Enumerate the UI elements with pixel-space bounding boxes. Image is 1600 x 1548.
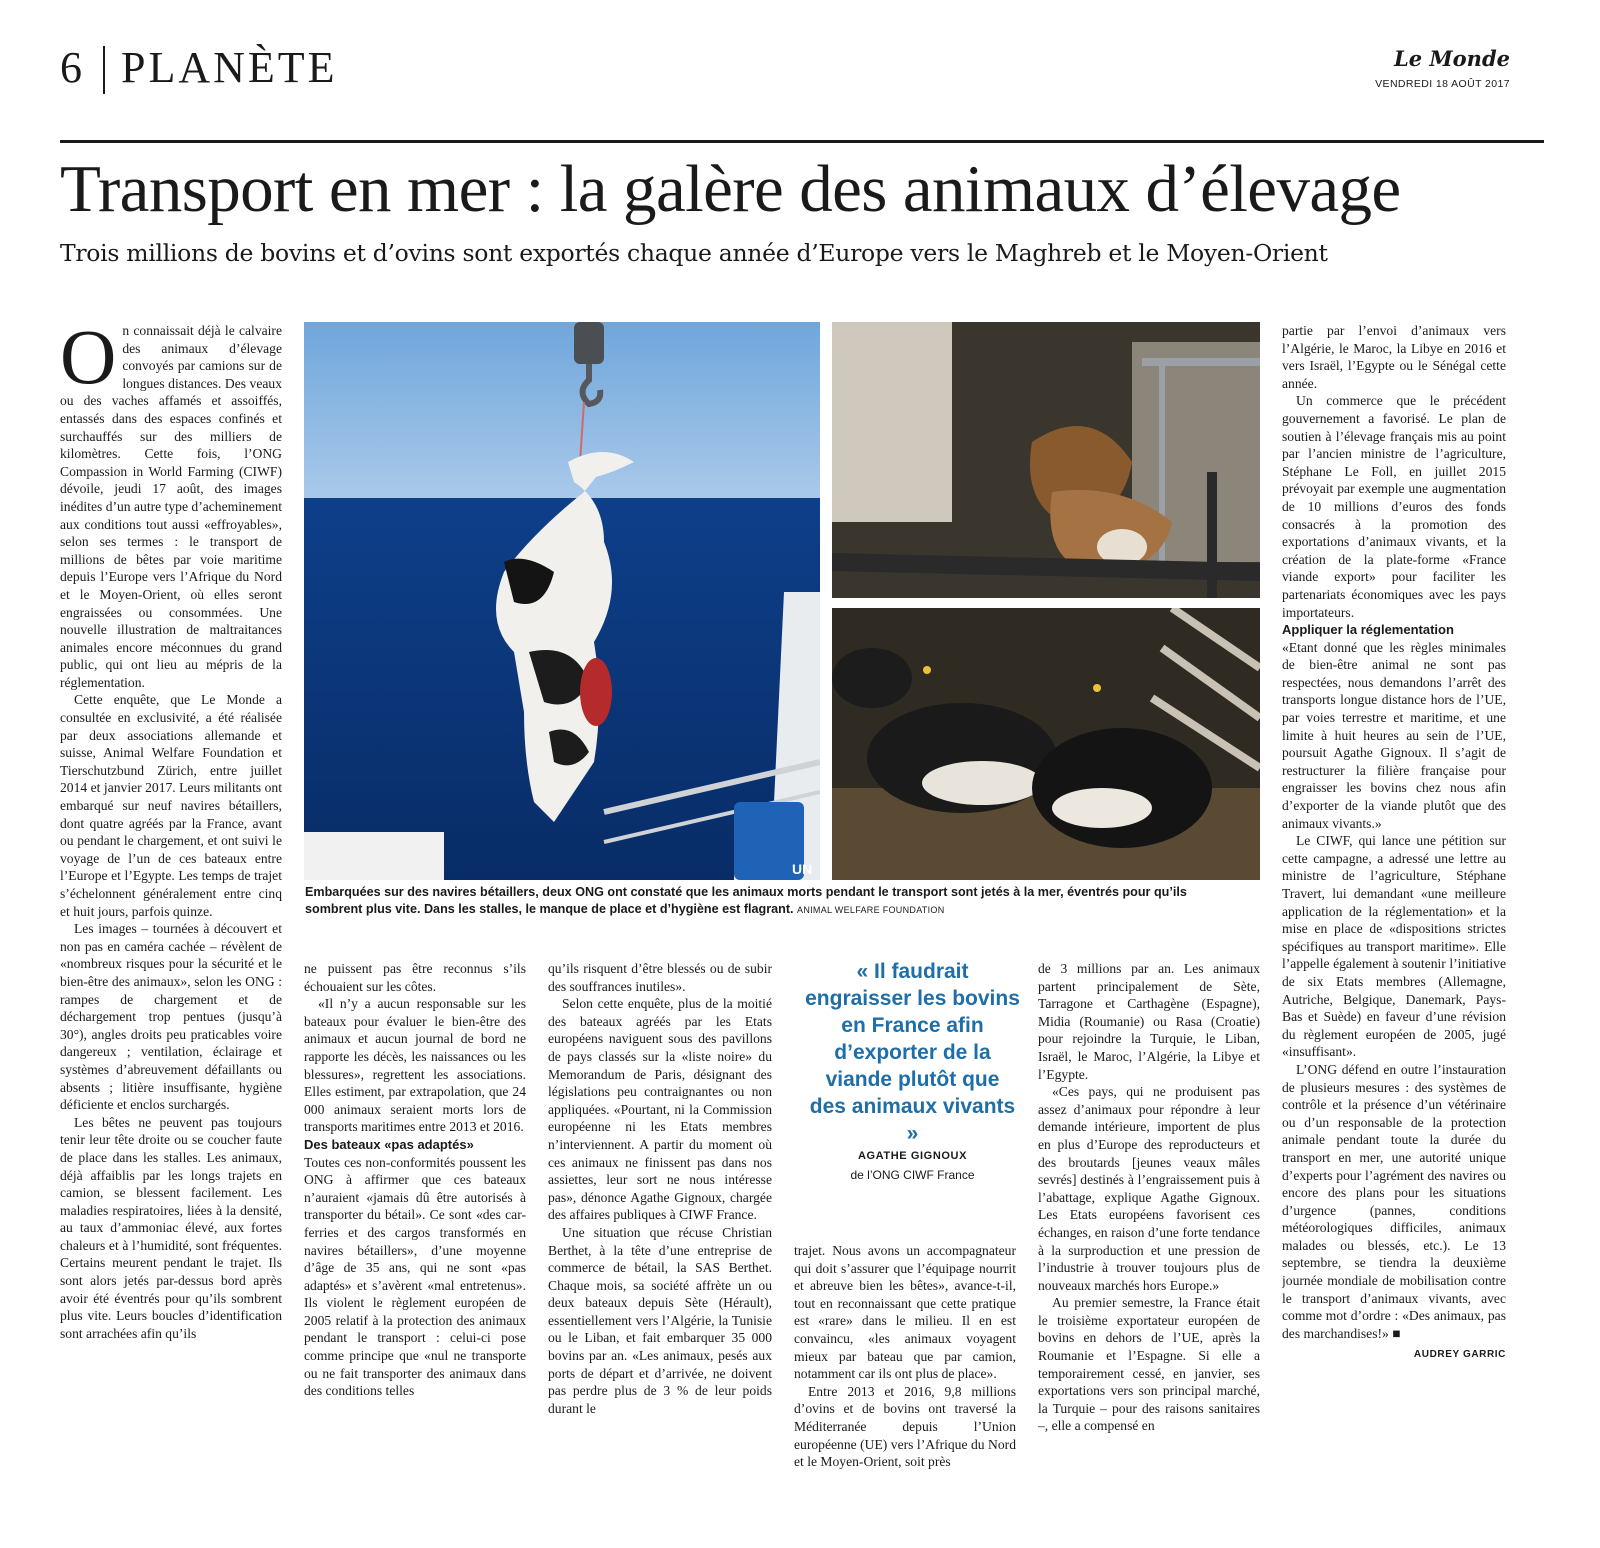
paragraph: n connaissait déjà le calvaire des animaux d’élevage convoyés par camions sur de longues distances. Des veaux ou des vaches affamés et assoiffés, entassés dans des espaces confinés et surchauffés sur des milliers de kilomètres. Cette fois, l’ONG Compassion in World Farming (CIWF) dévoile, jeudi 17 août, des images inédites d’un autre type d’acheminement aux conditions tout aussi «effroyables», selon ses termes : le transport de millions de bêtes par voie maritime depuis l’Europe vers l’Afrique du Nord et le Moyen-Orient, où elles seront engraissées ou consommées. Une nouvelle illustration de maltraitances animales encore méconnues du grand public, qui ont lieu au mépris de la réglementation. [60, 323, 282, 690]
pull-quote: « Il faudrait engraisser les bovins en France afin d’exporter de la viande plutôt que des animaux vivants » [805, 960, 1020, 1145]
top-rule [60, 140, 1544, 143]
paragraph: Selon cette enquête, plus de la moitié des bateaux agréés par les Etats européens naviguent sous des pavillons de pays classés sur la «liste noire» du Memorandum de Paris, désignant des législations peu contraignantes ou non appliquées. «Pourtant, ni la Commission européenne ni les Etats membres n’interviennent. A partir du moment où ces animaux ne finissent pas dans nos assiettes, leur sort ne nous intéresse pas», dénonce Agathe Gignoux, chargée des affaires publiques à CIWF France. [548, 996, 772, 1223]
section-name: PLANÈTE [121, 43, 338, 92]
article-column-3 [548, 960, 772, 1494]
photo-credit: ANIMAL WELFARE FOUNDATION [797, 905, 945, 915]
paragraph: Le CIWF, qui lance une pétition sur cette campagne, a adressé une lettre au ministre de l’agriculture, Stéphane Travert, lui demandant «une meilleure application de la réglementation» et la mise en place de «dispositions strictes spécifiques au transport maritime». Elle l’appelle également à soutenir l’initiative de six Etats membres (Allemagne, Autriche, Belgique, Danemark, Pays-Bas et Suède) en faveur d’une révision du règlement européen de 2005, jugé «insuffisant». [1282, 833, 1506, 1060]
article-column-1 [60, 322, 282, 1494]
paragraph: partie par l’envoi d’animaux vers l’Algérie, le Maroc, la Libye en 2016 et vers Israël, l’Egypte ou le Sénégal cette année. [1282, 323, 1506, 391]
paragraph: «Ces pays, qui ne produisent pas assez d’animaux pour répondre à leur demande intérieure, importent de plus en plus d’Europe des reproducteurs et des broutards [jeunes veaux mâles sevrés] destinés à l’engraissement puis à l’abattage, explique Agathe Gignoux. Les Etats européens favorisent ces échanges, en raison d’une forte tendance à la surproduction et une pression de l’industrie à trouver toujours plus de nouveaux marchés hors Europe.» [1038, 1084, 1260, 1293]
paragraph: Les images – tournées à découvert et non pas en caméra cachée – révèlent de «nombreux risques pour la sécurité et le bien-être des animaux», selon les ONG : rampes de chargement et de déchargement trop pentues (jusqu’à 30°), angles droits peu praticables voire dangereux ; ventilation, éclairage et systèmes d’abreuvement défaillants ou absents ; litière insuffisante, hygiène déficiente et enclos surchargés. [60, 921, 282, 1113]
paragraph: Cette enquête, que Le Monde a consultée en exclusivité, a été réalisée par deux associations allemande et suisse, Animal Welfare Foundation et Tierschutzbund Zürich, entre juillet 2014 et janvier 2017. Leurs militants ont embarqué sur neuf navires bétaillers, dont quatre agréés par la France, avant ou pendant le chargement, et ont suivi le voyage de l’un de ces bateaux entre l’Europe et l’Egypte. Les temps de trajet s’échelonnent généralement entre cinq et huit jours, parfois quinze. [60, 692, 282, 919]
author-byline: AUDREY GARRIC [1413, 1349, 1506, 1361]
paragraph: Les bêtes ne peuvent pas toujours tenir leur tête droite ou se coucher faute de place dans les stalles. Les animaux, déjà affaiblis par les longs trajets en camion, se blessent facilement. Les maladies respiratoires, liées à la densité, au taux d’ammoniac élevé, aux fortes chaleurs et à l’humidité, sont fréquentes. Certains meurent pendant le trajet. Ils sont alors jetés par-dessus bord après avoir été éventrés pour qu’ils sombrent plus vite. Leurs boucles d’identification sont arrachées afin qu’ils [60, 1114, 282, 1341]
photo-calves-stall [832, 322, 1260, 598]
paragraph: Un commerce que le précédent gouvernement a favorisé. Le plan de soutien à l’élevage français mis au point par l’ancien ministre de l’agriculture, Stéphane Le Foll, en juillet 2015 prévoyait par exemple une augmentation de 10 millions d’euros des fonds consacrés à la promotion des exportations d’animaux vivants, et la création de la plate-forme «France viande export» pour faciliter les partenariats économiques avec les pays importateurs. [1282, 393, 1506, 620]
headline: Transport en mer : la galère des animaux d’élevage [60, 152, 1401, 226]
article-column-4 [794, 1242, 1016, 1494]
paragraph: ne puissent pas être reconnus s’ils échouaient sur les côtes. [304, 961, 526, 994]
subheading: Des bateaux «pas adaptés» [304, 1136, 474, 1152]
paragraph: L’ONG défend en outre l’instauration de plusieurs mesures : des systèmes de contrôle et la présence d’un vétérinaire ou d’un responsable de la protection animale pendant toute la durée du transport en mer, une autorité unique d’experts pour l’agrément des navires ou encore des plans pour les situations d’urgence (pannes, conditions météorologiques difficiles, animaux malades ou blessés, etc.). Le 13 septembre, se tiendra la deuxième journée mondiale de mobilisation contre le transport d’animaux vivants, avec comme mot d’ordre : «Des animaux, pas des marchandises!» ■ [1282, 1061, 1506, 1341]
paragraph: Au premier semestre, la France était le troisième exportateur européen de bovins en dehors de l’UE, après la Roumanie et l’Espagne. Si elle a temporairement cessé, en janvier, ses exportations vers son principal marché, la Turquie – pour des raisons sanitaires –, elle a compensé en [1038, 1295, 1260, 1434]
photo-calves-lying [832, 608, 1260, 880]
standfirst: Trois millions de bovins et d’ovins sont exportés chaque année d’Europe vers le Maghreb et le Moyen-Orient [60, 239, 1328, 267]
masthead-logo: Le Monde [1393, 46, 1510, 71]
paragraph: qu’ils risquent d’être blessés ou de subir des souffrances inutiles». [548, 961, 772, 994]
paragraph: de 3 millions par an. Les animaux partent principalement de Sète, Tarragone et Carthagène (Espagne), Midia (Roumanie) ou Rasa (Croatie) pour rejoindre la Turquie, le Liban, Israël, le Maroc, l’Algérie, la Libye et l’Egypte. [1038, 961, 1260, 1082]
pull-quote-author: AGATHE GIGNOUX [857, 1150, 968, 1162]
paragraph: «Etant donné que les règles minimales de bien-être animal ne sont pas respectées, nous demandons l’arrêt des transports longue distance hors de l’UE, par voies terrestre et maritime, et une limite à huit heures au sein de l’UE, poursuit Agathe Gignoux. Il s’agit de restructurer la filière française pour engraisser les bovins chez nous afin d’exporter de la viande plutôt que des animaux vivants.» [1282, 639, 1506, 831]
paragraph: Entre 2013 et 2016, 9,8 millions d’ovins et de bovins ont traversé la Méditerranée depuis l’Union européenne (UE) vers l’Afrique du Nord et le Moyen-Orient, soit près [794, 1383, 1016, 1470]
dropcap: O [60, 322, 117, 400]
caption-text: Embarquées sur des navires bétaillers, deux ONG ont constaté que les animaux morts pendant le transport sont jetés à la mer, éventrés pour qu’ils sombrent plus vite. Dans les stalles, le manque de place et d’hygiène est flagrant. [305, 885, 1187, 916]
paragraph: «Il n’y a aucun responsable sur les bateaux pour évaluer le bien-être des animaux et aucun journal de bord ne rapporte les décès, les naissances ou les blessures», regrettent les associations. Elles estiment, par extrapolation, que 24 000 animaux seraient morts lors de transports maritimes entre 2013 et 2016. [304, 996, 526, 1135]
photo-cow-over-sea [304, 322, 820, 880]
paragraph: Une situation que récuse Christian Berthet, à la tête d’une entreprise de commerce de bétail, la SAS Berthet. Chaque mois, sa société affrète un ou deux bateaux depuis Sète (Hérault), essentiellement vers l’Algérie, la Tunisie ou le Liban, et fait embarquer 35 000 bovins par an. «Les animaux, pesés aux ports de départ et d’arrivée, ne doivent pas perdre plus de 3 % de leur poids durant le [548, 1224, 772, 1416]
article-column-2 [304, 960, 526, 1494]
photo-uni-text: UN [792, 861, 813, 877]
pull-quote-role: de l’ONG CIWF France [850, 1168, 975, 1182]
article-column-6 [1282, 322, 1506, 1494]
page-number: 6 [60, 43, 82, 92]
folio-separator [103, 46, 105, 94]
article-column-5 [1038, 960, 1260, 1494]
paragraph: Toutes ces non-conformités poussent les ONG à affirmer que ces bateaux n’auraient «jamais dû être autorisés à transporter du bétail». Ce sont «des car-ferries et des cargos transformés en navires bétaillers», d’une moyenne d’âge de 35 ans, qui ne sont «pas adaptés» et s’avèrent «mal entretenus». Ils violent le règlement européen de 2005 relatif à la protection des animaux pendant le transport : celui-ci pose comme principe que «nul ne transporte ou ne fait transporter des animaux dans des conditions telles [304, 1154, 526, 1399]
photo-caption [305, 884, 1235, 919]
issue-date: VENDREDI 18 AOÛT 2017 [1375, 78, 1510, 90]
paragraph: trajet. Nous avons un accompagnateur qui doit s’assurer que l’équipage nourrit et abreuve bien les bêtes», avance-t-il, tout en reconnaissant que cette pratique est «rare» dans le milieu. Il en est convaincu, «les animaux voyagent mieux par bateau que par camion, notamment car ils ont plus de place». [794, 1243, 1016, 1382]
subheading: Appliquer la réglementation [1282, 622, 1454, 638]
